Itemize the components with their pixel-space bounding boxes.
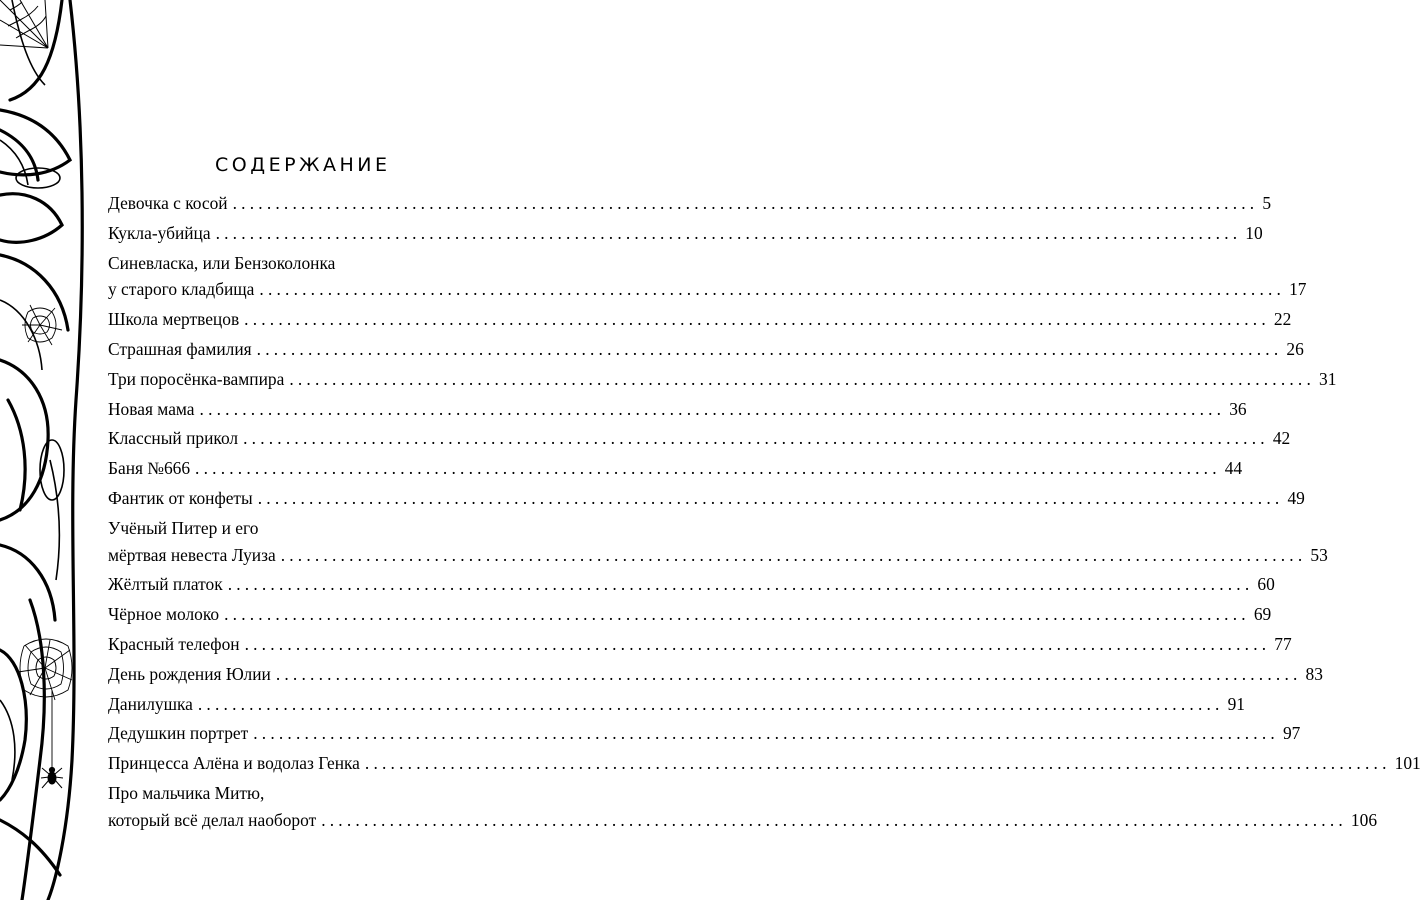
- toc-entry-page-number: 5: [1262, 193, 1272, 213]
- toc-entry-title: Новая мама: [108, 398, 195, 419]
- toc-entry[interactable]: [108, 571, 1275, 598]
- dot-leader: ........................................................................................................................: [224, 604, 1250, 625]
- dot-leader: ........................................................................................................................: [243, 428, 1269, 449]
- toc-entry[interactable]: [108, 750, 1421, 777]
- dot-leader: ........................................................................................................................: [244, 633, 1271, 654]
- toc-entry-page-number: 101: [1394, 753, 1421, 774]
- page-title: СОДЕРЖАНИЕ: [215, 153, 391, 176]
- toc-entry[interactable]: [108, 250, 1307, 304]
- dot-leader: ........................................................................................................................: [195, 458, 1221, 479]
- toc-entry-title: Жёлтый платок: [108, 574, 223, 595]
- toc-entry-title: который всё делал наоборот: [108, 809, 317, 830]
- toc-entry-page-number: 42: [1272, 428, 1291, 449]
- toc-entry-title: День рождения Юлии: [108, 663, 271, 684]
- toc-entry[interactable]: [108, 780, 1378, 834]
- toc-entry-page-number: 97: [1282, 723, 1301, 744]
- dot-leader: ........................................................................................................................: [321, 809, 1347, 830]
- toc-entry-page-number: 22: [1273, 309, 1292, 330]
- toc-entry-title-line: Учёный Питер и его: [108, 517, 259, 538]
- toc-entry[interactable]: [108, 425, 1291, 452]
- toc-entry-row: [108, 631, 1292, 658]
- toc-entry-page-number: 10: [1245, 222, 1263, 243]
- toc-entry-page-number: 60: [1257, 574, 1275, 595]
- toc-entry[interactable]: [108, 190, 1272, 217]
- toc-entry-page-number: 31: [1319, 368, 1337, 389]
- toc-entry-row: [108, 750, 1421, 777]
- toc-entry-page-number: 69: [1253, 604, 1272, 625]
- toc-entry[interactable]: [108, 485, 1305, 512]
- dot-leader: ........................................................................................................................: [257, 487, 1284, 508]
- toc-entry-row: [108, 661, 1323, 688]
- toc-entry-row: [108, 396, 1247, 423]
- toc-entry[interactable]: [108, 515, 1328, 569]
- toc-entry-title: Дедушкин портрет: [108, 723, 249, 744]
- toc-entry-row: [108, 571, 1275, 598]
- toc-entry[interactable]: [108, 396, 1247, 423]
- toc-entry-title: Кукла-убийца: [108, 222, 211, 243]
- dot-leader: ........................................................................................................................: [199, 398, 1226, 419]
- dot-leader: ........................................................................................................................: [364, 753, 1391, 774]
- dot-leader: ........................................................................................................................: [227, 574, 1254, 595]
- toc-entry[interactable]: [108, 306, 1292, 333]
- toc-entry-row: [108, 720, 1301, 747]
- dot-leader: ........................................................................................................................: [259, 279, 1286, 300]
- toc-entry-page-number: 53: [1310, 544, 1328, 565]
- toc-entry-page-number: 49: [1287, 487, 1305, 508]
- toc-entry-title: Фантик от конфеты: [108, 487, 253, 508]
- toc-entry[interactable]: [108, 661, 1323, 688]
- toc-entry-title: мёртвая невеста Луиза: [108, 544, 276, 565]
- toc-entry-title: Баня №666: [108, 458, 191, 479]
- toc-entry-page-number: 17: [1289, 279, 1307, 300]
- toc-entry-page-number: 106: [1350, 809, 1378, 830]
- dot-leader: ........................................................................................................................: [197, 693, 1224, 714]
- toc-entry-row: [108, 366, 1337, 393]
- toc-entry-title: Три поросёнка-вампира: [108, 368, 285, 389]
- toc-entry-row: [108, 220, 1263, 247]
- toc-entry-row: [108, 455, 1243, 482]
- toc-entry-title-line: Синевласка, или Бензоколонка: [108, 252, 336, 273]
- dot-leader: ........................................................................................................................: [232, 193, 1259, 213]
- dot-leader: ........................................................................................................................: [256, 338, 1283, 359]
- dot-leader: ........................................................................................................................: [244, 309, 1270, 330]
- toc-entry-title: Принцесса Алёна и водолаз Генка: [108, 753, 360, 774]
- dot-leader: ........................................................................................................................: [215, 222, 1242, 243]
- toc-entry-row: [108, 276, 1307, 303]
- toc-entry-row: [108, 542, 1328, 569]
- table-of-contents: [108, 190, 1421, 837]
- toc-entry-title: Классный прикол: [108, 428, 239, 449]
- toc-entry[interactable]: [108, 366, 1337, 393]
- toc-entry[interactable]: [108, 336, 1304, 363]
- toc-entry-row: [108, 691, 1245, 718]
- toc-entry[interactable]: [108, 691, 1245, 718]
- toc-entry-page-number: 44: [1224, 458, 1243, 479]
- toc-entry[interactable]: [108, 601, 1272, 628]
- toc-entry-title: Данилушка: [108, 693, 193, 714]
- toc-entry-row: [108, 601, 1272, 628]
- dot-leader: ........................................................................................................................: [275, 663, 1302, 684]
- toc-entry-title: у старого кладбища: [108, 279, 255, 300]
- dot-leader: ........................................................................................................................: [253, 723, 1279, 744]
- toc-entry[interactable]: [108, 720, 1301, 747]
- toc-entry-title: Девочка с косой: [108, 193, 228, 213]
- toc-entry-row: [108, 807, 1378, 834]
- spiderweb-decoration: [0, 0, 96, 900]
- dot-leader: ........................................................................................................................: [289, 368, 1316, 389]
- toc-entry-page-number: 83: [1305, 663, 1323, 684]
- toc-entry-row: [108, 425, 1291, 452]
- toc-entry-row: [108, 190, 1272, 217]
- toc-entry-title: Чёрное молоко: [108, 604, 220, 625]
- dot-leader: ........................................................................................................................: [280, 544, 1307, 565]
- toc-entry-title: Красный телефон: [108, 633, 240, 654]
- toc-entry-title: Страшная фамилия: [108, 338, 252, 359]
- toc-entry-title-line: Про мальчика Митю,: [108, 782, 265, 803]
- toc-entry[interactable]: [108, 220, 1263, 247]
- toc-entry-page-number: 36: [1229, 398, 1247, 419]
- toc-entry-row: [108, 485, 1305, 512]
- toc-entry[interactable]: [108, 631, 1292, 658]
- toc-entry-page-number: 26: [1286, 338, 1304, 359]
- toc-entry[interactable]: [108, 455, 1243, 482]
- toc-entry-row: [108, 336, 1304, 363]
- toc-entry-title: Школа мертвецов: [108, 309, 240, 330]
- toc-entry-page-number: 77: [1274, 633, 1292, 654]
- toc-entry-row: [108, 306, 1292, 333]
- toc-entry-page-number: 91: [1227, 693, 1245, 714]
